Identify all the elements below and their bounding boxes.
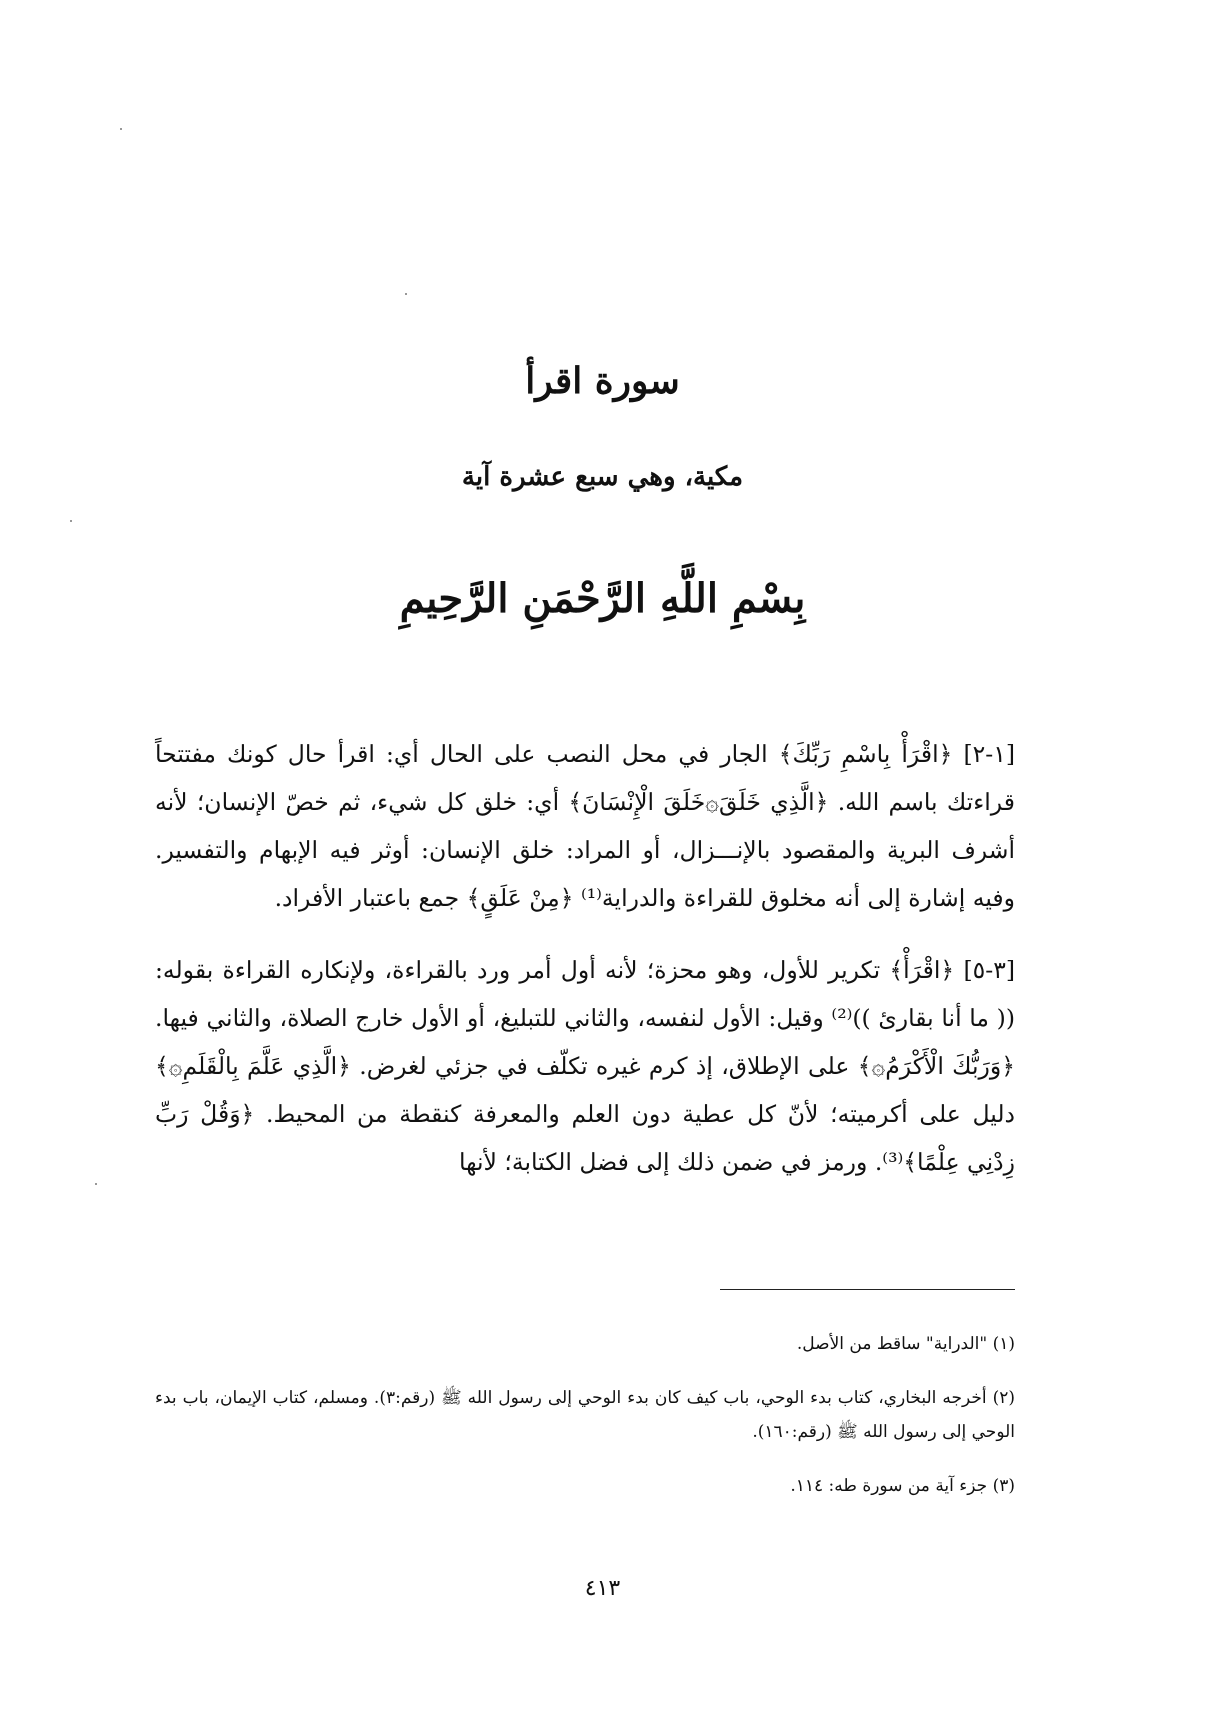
sura-subtitle: مكية، وهي سبع عشرة آية bbox=[461, 462, 744, 492]
scan-speck bbox=[120, 128, 122, 130]
footnote: (١) "الدراية" ساقط من الأصل. bbox=[796, 1334, 1015, 1354]
scan-speck bbox=[70, 520, 72, 522]
basmala: بِسْمِ اللَّهِ الرَّحْمَنِ الرَّحِيمِ bbox=[399, 575, 806, 622]
body-paragraph: [١-٢] ﴿اقْرَأْ بِاسْمِ رَبِّكَ﴾ الجار في محل النصب على الحال أي: اقرأ حال كونك مفتتحاً قراءتك باسم الله. ﴿الَّذِي خَلَقَ۞خَلَقَ الْإِنْسَانَ﴾ أي: خلق كل شيء، ثم خصّ الإنسان؛ لأنه أشرف البرية والمقصود بالإنـــزال، أو المراد: خلق الإنسان: أوثر فيه الإبهام والتفسير. وفيه إشارة إلى أنه مخلوق للقراءة والدراية⁽¹⁾ ﴿مِنْ عَلَقٍ﴾ جمع باعتبار الأفراد. bbox=[155, 739, 1015, 912]
footnote-separator bbox=[720, 1289, 1015, 1290]
page-number: ٤١٣ bbox=[584, 1576, 621, 1601]
footnote: (٣) جزء آية من سورة طه: ١١٤. bbox=[790, 1476, 1015, 1496]
sura-title: سورة اقرأ bbox=[525, 360, 680, 402]
body-paragraph: [٣-٥] ﴿اقْرَأْ﴾ تكرير للأول، وهو محزة؛ لأنه أول أمر ورد بالقراءة، ولإنكاره القراءة بقوله: (( ما أنا بقارئ ))⁽²⁾ وقيل: الأول لنفسه، والثاني للتبليغ، أو الأول خارج الصلاة، والثاني فيها. ﴿وَرَبُّكَ الْأَكْرَمُ۞﴾ على الإطلاق، إذ كرم غيره تكلّف في جزئي لغرض. ﴿الَّذِي عَلَّمَ بِالْقَلَمِ۞﴾ دليل على أكرميته؛ لأنّ كل عطية دون العلم والمعرفة كنقطة من المحيط. ﴿وَقُلْ رَبِّ زِدْنِي عِلْمًا﴾⁽³⁾. ورمز في ضمن ذلك إلى فضل الكتابة؛ لأنها bbox=[155, 955, 1015, 1176]
scan-speck bbox=[95, 1183, 97, 1185]
scan-speck bbox=[405, 293, 407, 295]
footnote: (٢) أخرجه البخاري، كتاب بدء الوحي، باب كيف كان بدء الوحي إلى رسول الله ﷺ (رقم:٣). ومسلم، كتاب الإيمان، باب بدء الوحي إلى رسول الله ﷺ (رقم:١٦٠). bbox=[155, 1388, 1015, 1442]
